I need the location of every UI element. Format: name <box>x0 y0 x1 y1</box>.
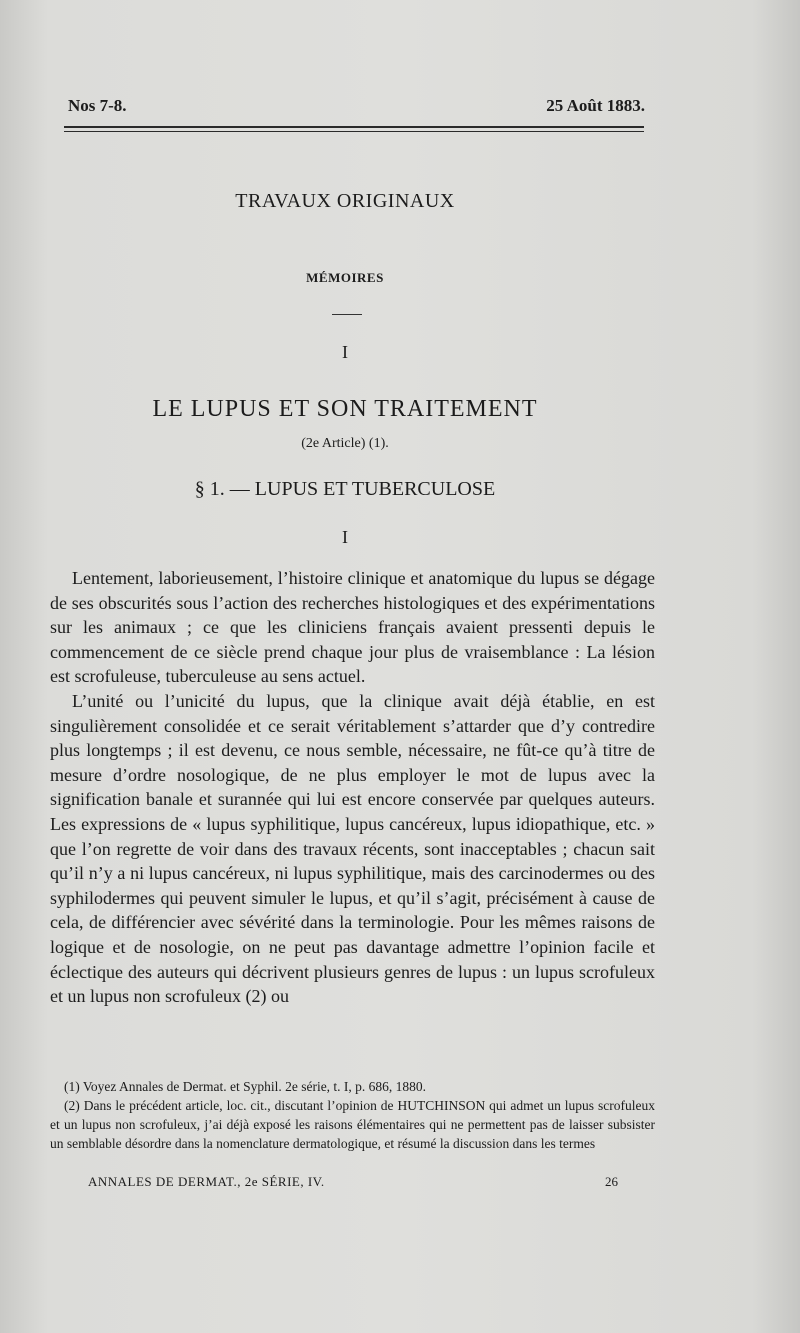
running-header <box>68 96 645 116</box>
issue-date: 25 Août 1883. <box>546 96 645 115</box>
subsection-label: MÉMOIRES <box>306 270 384 285</box>
roman-numeral-one: I <box>342 342 348 362</box>
page-number: 26 <box>605 1174 618 1189</box>
roman-numeral-two: I <box>342 527 348 547</box>
footnote-2: (2) Dans le précédent article, loc. cit., discutant l’opinion de HUTCHINSON qui admet un lupus scrofuleux et un lupus non scrofuleux, j’ai déjà exposé les raisons élémentaires qui ne permettent pas de laisser subsister un semblable désordre dans la nomenclature dermatologique, et résumé la discussion dans les termes <box>50 1098 655 1151</box>
issue-number: Nos 7-8. <box>68 96 127 115</box>
journal-name: ANNALES DE DERMAT., 2e SÉRIE, IV. <box>88 1174 325 1189</box>
paragraph-heading: § 1. — LUPUS ET TUBERCULOSE <box>194 478 496 500</box>
header-rule-thick <box>64 126 644 128</box>
body-paragraph-1: Lentement, laborieusement, l’histoire clinique et anatomique du lupus se dégage de ses obscurités sous l’action des recherches histologiques et des expérimentations sur les animaux ; ce que les cliniciens français avaient pressenti depuis le commencement de ce siècle prend chaque jour plus de vraisemblance : La lésion est scrofuleuse, tuberculeuse au sens actuel. <box>50 568 655 687</box>
header-rule-thin <box>64 131 644 132</box>
article-body <box>50 566 655 1009</box>
short-divider <box>332 314 362 315</box>
page-footer <box>88 1174 618 1190</box>
body-paragraph-2: L’unité ou l’unicité du lupus, que la clinique avait déjà établie, en est singulièrement consolidée et ce serait véritablement s’attarder que d’y contredire plus longtemps ; il est devenu, ce nous semble, nécessaire, ne fût-ce qu’à titre de mesure d’ordre nosologique, de ne plus employer le mot de lupus avec la signification banale et surannée qui lui est encore conservée par quelques auteurs. Les expressions de « lupus syphilitique, lupus cancéreux, lupus idiopathique, etc. » que l’on regrette de voir dans des travaux récents, sont inacceptables ; chacun sait qu’il n’y a ni lupus cancéreux, ni lupus syphilitique, mais des carcinodermes ou des syphilodermes qui peuvent simuler le lupus, et qu’il s’agit, précisément à cause de cela, de différencier avec sévérité dans la terminologie. Pour les mêmes raisons de logique et de nosologie, on ne peut pas davantage admettre l’opinion facile et éclectique des auteurs qui décrivent plusieurs genres de lupus : un lupus scrofuleux et un lupus non scrofuleux (2) ou <box>50 690 655 1007</box>
section-title: TRAVAUX ORIGINAUX <box>235 190 455 212</box>
article-title: LE LUPUS ET SON TRAITEMENT <box>152 396 538 422</box>
article-note: (2e Article) (1). <box>301 436 389 451</box>
footnotes <box>50 1077 655 1153</box>
footnote-1: (1) Voyez Annales de Dermat. et Syphil. 2e série, t. I, p. 686, 1880. <box>64 1079 427 1094</box>
